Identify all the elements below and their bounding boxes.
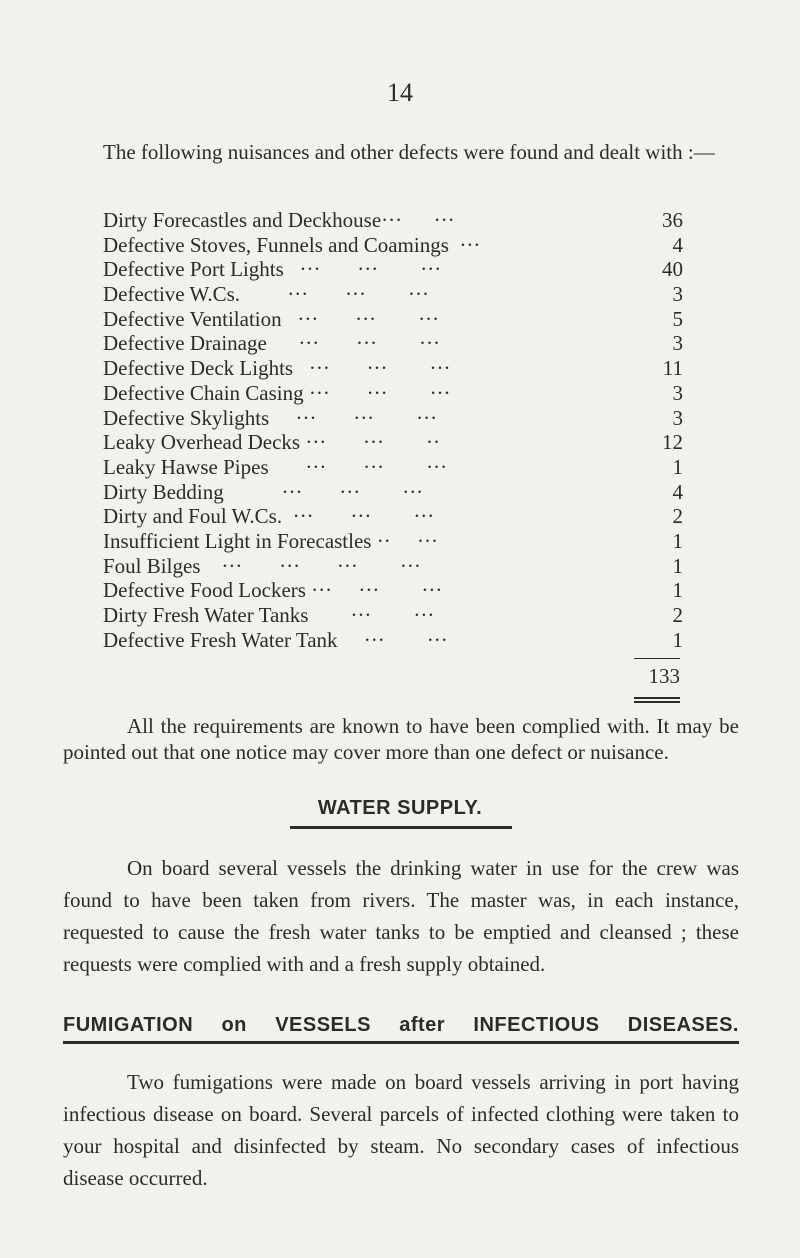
water-supply-heading-underline: [290, 826, 512, 829]
fumigation-paragraph: Two fumigations were made on board vessels arriving in port having infectious disease on board. Several parcels of infected clothing were taken to your hospital and disinfected by steam. No secondary cases of infectious disease occurred.: [63, 1070, 739, 1190]
defect-row: [103, 430, 683, 455]
defect-count: 1: [672, 528, 683, 553]
requirements-paragraph: All the requirements are known to have been complied with. It may be pointed out that one notice may cover more than one defect or nuisance.: [63, 714, 739, 764]
defect-row: [103, 406, 683, 431]
defect-row: [103, 381, 683, 406]
defect-label: Defective Chain Casing ··· ··· ···: [103, 380, 451, 405]
defect-label: Foul Bilges ··· ··· ··· ···: [103, 553, 421, 578]
defect-count: 3: [672, 380, 683, 405]
defect-label: Defective W.Cs. ··· ··· ···: [103, 282, 429, 307]
defect-row: [103, 307, 683, 332]
defect-row: [103, 554, 683, 579]
fumigation-heading: FUMIGATION on VESSELS after INFECTIOUS DISEASES.: [63, 1014, 739, 1036]
defect-count: 4: [672, 232, 683, 257]
defect-count: 3: [672, 282, 683, 307]
defect-label: Defective Food Lockers ··· ··· ···: [103, 578, 443, 603]
defect-count: 2: [672, 504, 683, 529]
defect-count: 5: [672, 306, 683, 331]
defect-row: [103, 455, 683, 480]
defect-label: Insufficient Light in Forecastles ·· ···: [103, 528, 438, 553]
defect-label: Leaky Hawse Pipes ··· ··· ···: [103, 454, 448, 479]
defect-label: Defective Port Lights ··· ··· ···: [103, 257, 442, 282]
defect-label: Leaky Overhead Decks ··· ··· ··: [103, 430, 441, 455]
defect-row: [103, 504, 683, 529]
defect-count: 2: [672, 603, 683, 627]
defect-row: [103, 356, 683, 381]
total-rule: [634, 658, 680, 659]
defect-label: Defective Skylights ··· ··· ···: [103, 405, 438, 430]
defect-row: [103, 282, 683, 307]
defect-count: 40: [662, 257, 683, 282]
defect-count: 1: [672, 578, 683, 603]
defect-label: Dirty Bedding ··· ··· ···: [103, 479, 424, 504]
defect-label: Dirty Fresh Water Tanks ··· ···: [103, 603, 435, 627]
fumigation-heading-underline: [63, 1041, 739, 1044]
defect-label: Defective Ventilation ··· ··· ···: [103, 306, 440, 331]
defect-row: [103, 331, 683, 356]
defect-row: [103, 233, 683, 258]
intro-paragraph: The following nuisances and other defects were found and dealt with :—: [103, 140, 715, 164]
defects-list: [103, 208, 683, 652]
water-supply-heading: WATER SUPPLY.: [317, 797, 483, 819]
defect-label: Dirty Forecastles and Deckhouse··· ···: [103, 208, 455, 232]
defect-row: [103, 257, 683, 282]
defect-count: 1: [672, 553, 683, 578]
defect-row: [103, 603, 683, 628]
defect-label: Defective Deck Lights ··· ··· ···: [103, 356, 451, 381]
defect-row: [103, 628, 683, 653]
defect-count: 3: [672, 405, 683, 430]
defect-label: Defective Fresh Water Tank ··· ···: [103, 627, 448, 652]
defect-label: Defective Drainage ··· ··· ···: [103, 331, 441, 356]
defect-label: Defective Stoves, Funnels and Coamings ···: [103, 232, 481, 257]
total-double-rule: [634, 697, 680, 703]
defect-row: [103, 208, 683, 233]
defect-count: 11: [662, 356, 683, 381]
defect-count: 4: [672, 479, 683, 504]
page-number: 14: [387, 78, 413, 107]
defect-count: 36: [662, 208, 683, 232]
defect-label: Dirty and Foul W.Cs. ··· ··· ···: [103, 504, 435, 529]
defect-count: 12: [662, 430, 683, 455]
defect-row: [103, 529, 683, 554]
defect-row: [103, 480, 683, 505]
defect-count: 1: [672, 454, 683, 479]
water-supply-paragraph: On board several vessels the drinking water in use for the crew was found to have been taken from rivers. The master was, in each instance, requested to cause the fresh water tanks to be emptied and cleansed ; these requests were complied with and a fresh supply obtained.: [63, 856, 739, 976]
defect-count: 3: [672, 331, 683, 356]
defects-total: 133: [648, 664, 680, 688]
defect-count: 1: [672, 627, 683, 652]
defect-row: [103, 578, 683, 603]
